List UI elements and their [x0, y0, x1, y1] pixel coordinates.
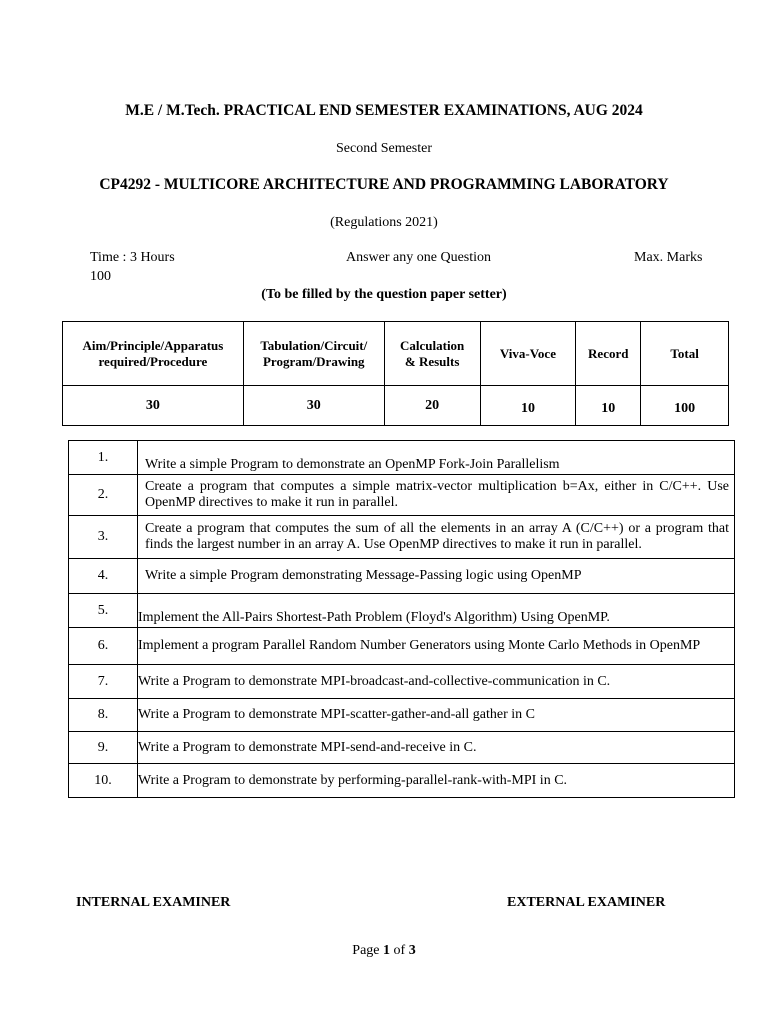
page-number: Page 1 of 3	[352, 943, 416, 958]
marks-header-cell: Total	[641, 322, 729, 386]
question-row	[69, 699, 735, 732]
max-marks-label: Max. Marks	[634, 250, 703, 265]
internal-examiner-label: INTERNAL EXAMINER	[76, 895, 231, 910]
question-number: 1.	[69, 441, 138, 475]
marks-value-cell: 10	[576, 386, 641, 426]
question-text: Create a program that computes the sum of all the elements in an array A (C/C++) or a program that finds the largest number in an array A. Use OpenMP directives to make it run in parallel.	[138, 516, 735, 559]
external-examiner-label: EXTERNAL EXAMINER	[507, 895, 666, 910]
question-row	[69, 628, 735, 665]
marks-value-cell: 30	[63, 386, 244, 426]
question-number: 5.	[69, 594, 138, 628]
setter-note: (To be filled by the question paper setter)	[261, 287, 507, 302]
question-text: Write a simple Program demonstrating Message-Passing logic using OpenMP	[138, 559, 735, 594]
marks-distribution-table	[62, 321, 729, 426]
questions-table	[68, 440, 735, 798]
question-row	[69, 559, 735, 594]
marks-header-row	[63, 322, 729, 386]
question-number: 7.	[69, 665, 138, 699]
question-row	[69, 764, 735, 798]
question-number: 10.	[69, 764, 138, 798]
question-row	[69, 732, 735, 764]
question-text: Implement the All-Pairs Shortest-Path Problem (Floyd's Algorithm) Using OpenMP.	[138, 594, 735, 628]
question-number: 8.	[69, 699, 138, 732]
question-row	[69, 441, 735, 475]
question-text: Write a Program to demonstrate MPI-broadcast-and-collective-communication in C.	[138, 665, 735, 699]
question-row	[69, 594, 735, 628]
question-text: Create a program that computes a simple matrix-vector multiplication b=Ax, either in C/C++. Use OpenMP directives to make it run in parallel.	[138, 475, 735, 516]
question-row	[69, 516, 735, 559]
question-number: 6.	[69, 628, 138, 665]
question-row	[69, 475, 735, 516]
regulations-label: (Regulations 2021)	[330, 215, 438, 230]
question-text: Implement a program Parallel Random Number Generators using Monte Carlo Methods in OpenMP	[138, 628, 735, 665]
question-text: Write a simple Program to demonstrate an OpenMP Fork-Join Parallelism	[138, 441, 735, 475]
question-text: Write a Program to demonstrate MPI-scatter-gather-and-all gather in C	[138, 699, 735, 732]
course-title: CP4292 - MULTICORE ARCHITECTURE AND PROGRAMMING LABORATORY	[99, 176, 669, 193]
marks-header-cell: Aim/Principle/Apparatus required/Procedure	[63, 322, 244, 386]
marks-value-row	[63, 386, 729, 426]
semester-label: Second Semester	[335, 141, 433, 156]
marks-value-cell: 30	[243, 386, 384, 426]
question-number: 3.	[69, 516, 138, 559]
marks-value-cell: 100	[641, 386, 729, 426]
question-text: Write a Program to demonstrate by performing-parallel-rank-with-MPI in C.	[138, 764, 735, 798]
question-number: 2.	[69, 475, 138, 516]
instruction-label: Answer any one Question	[346, 250, 492, 265]
question-row	[69, 665, 735, 699]
max-marks-value: 100	[90, 269, 111, 284]
question-text: Write a Program to demonstrate MPI-send-and-receive in C.	[138, 732, 735, 764]
time-label: Time : 3 Hours	[90, 250, 175, 265]
marks-header-cell: Tabulation/Circuit/ Program/Drawing	[243, 322, 384, 386]
marks-header-cell: Record	[576, 322, 641, 386]
marks-value-cell: 20	[384, 386, 480, 426]
marks-header-cell: Calculation & Results	[384, 322, 480, 386]
question-number: 4.	[69, 559, 138, 594]
marks-value-cell: 10	[480, 386, 576, 426]
exam-title: M.E / M.Tech. PRACTICAL END SEMESTER EXAMINATIONS, AUG 2024	[125, 102, 643, 119]
marks-header-cell: Viva-Voce	[480, 322, 576, 386]
question-number: 9.	[69, 732, 138, 764]
